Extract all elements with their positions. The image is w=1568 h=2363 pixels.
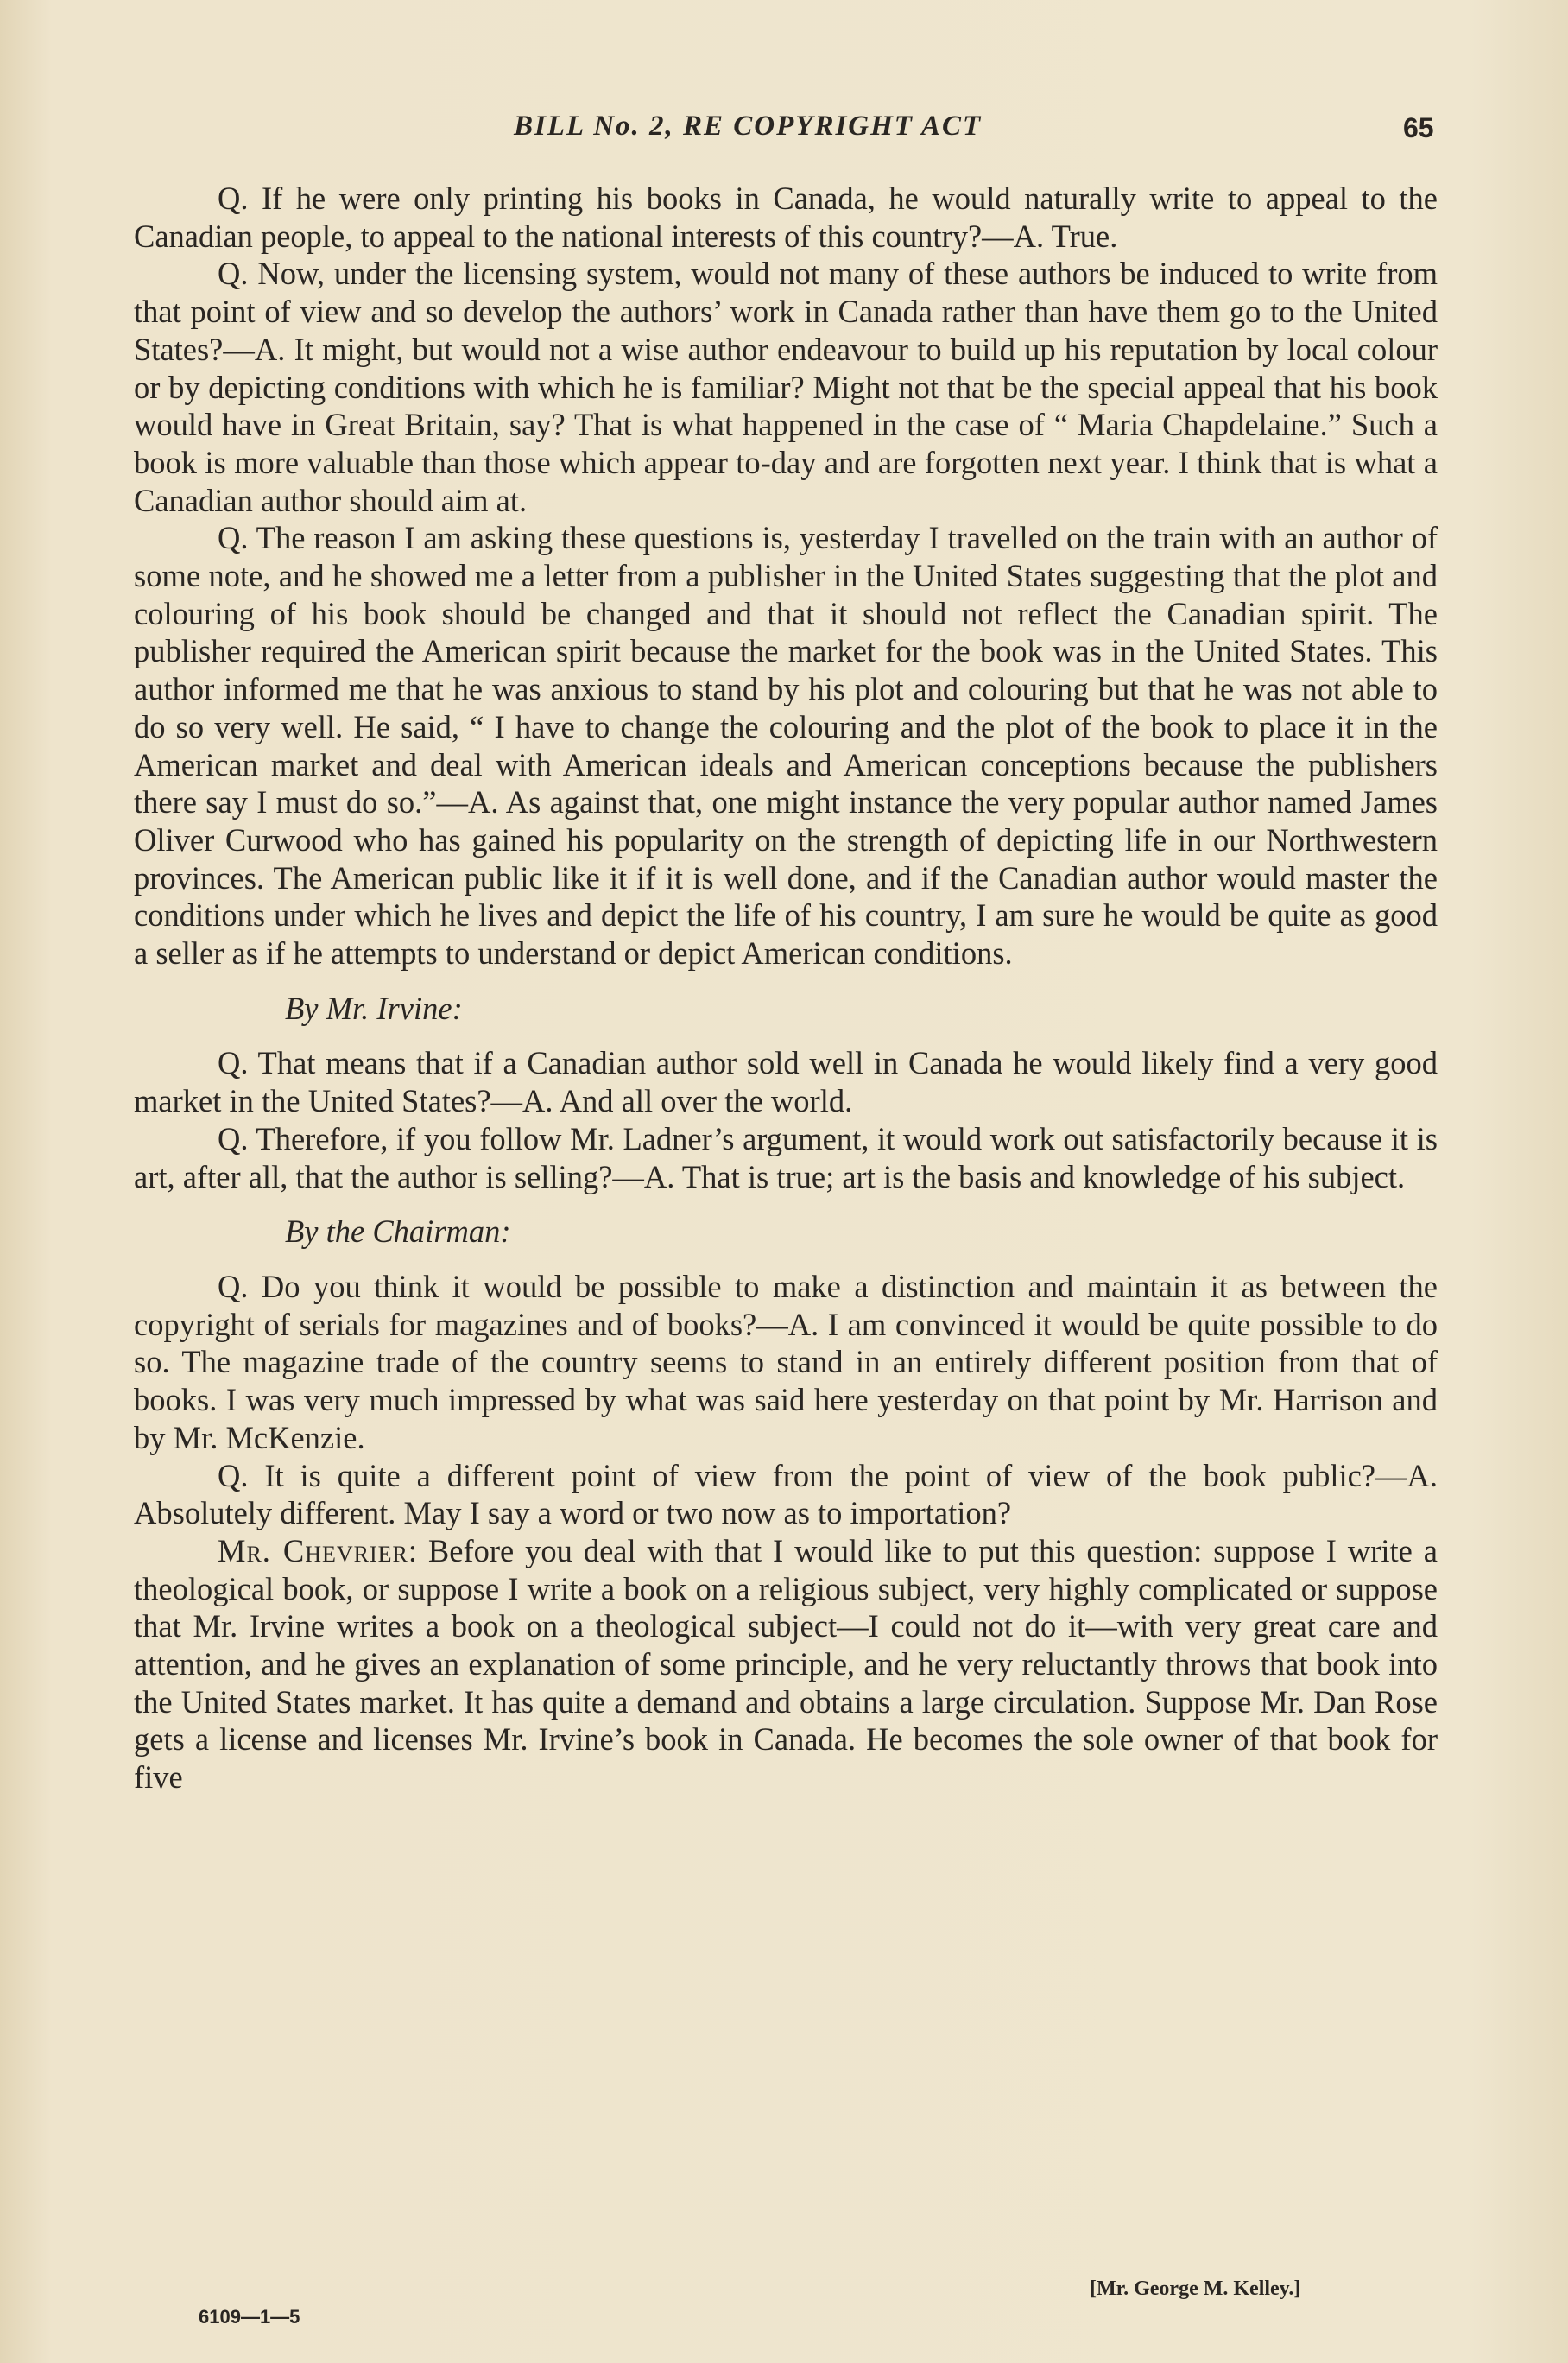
section-heading-chairman: By the Chairman: — [285, 1213, 511, 1250]
running-title: BILL No. 2, RE COPYRIGHT ACT — [514, 111, 983, 142]
paragraph-4: Q. That means that if a Canadian author sold well in Canada he would likely find a very good market in the United States?—A. And all over the world. — [134, 1045, 1438, 1119]
paragraph-6: Q. Do you think it would be possible to make a distinction and maintain it as between the copyright of serials for magazines and of books?—A. I am convinced it would be quite possible to do so. The magazine trade of the country seems to stand in an entirely different position from that of books. I was very much impressed by what was said here yesterday on that point by Mr. Harrison and by Mr. McKenzie. — [134, 1268, 1438, 1455]
paragraph-2: Q. Now, under the licensing system, would not many of these authors be induced to write from that point of view and so develop the authors’ work in Canada rather than have them go to the United States?—A. It might, but would not a wise author endeavour to build up his reputation by local colour or by depicting conditions with which he is familiar? Might not that be the special appeal that his book would have in Great Britain, say? That is what happened in the case of “ Maria Chapdelaine.” Such a book is more valuable than those which appear to-day and are forgotten next year. I think that is what a Canadian author should aim at. — [134, 256, 1438, 518]
page-body — [134, 180, 1438, 1796]
speaker-name: Mr. Chevrier — [218, 1532, 408, 1568]
witness-attribution: [Mr. George M. Kelley.] — [1090, 2277, 1301, 2300]
paragraph-8 — [134, 1532, 1438, 1796]
paragraph-3: Q. The reason I am asking these questions is, yesterday I travelled on the train with an author of some note, and he showed me a letter from a publisher in the United States suggesting that the plot and colouring of his book should be changed and that it should not reflect the Canadian spirit. The publisher required the American spirit because the market for the book was in the United States. This author informed me that he was anxious to stand by his plot and colouring but that he was not able to do so very well. He said, “ I have to change the colouring and the plot of the book to place it in the American market and deal with American ideals and American conceptions because the publishers there say I must do so.”—A. As against that, one might instance the very popular author named James Oliver Curwood who has gained his popularity on the strength of depicting life in our Northwestern provinces. The American public like it if it is well done, and if the Canadian author would master the conditions under which he lives and depict the life of his country, I am sure he would be quite as good a seller as if he attempts to understand or depict American conditions. — [134, 520, 1438, 972]
page-number: 65 — [1403, 112, 1434, 143]
print-code: 6109—1—5 — [199, 2306, 300, 2328]
paragraph-7: Q. It is quite a different point of view from the point of view of the book public?—A. Absolutely different. May I say a word or two now as to importation? — [134, 1457, 1438, 1531]
paragraph-5: Q. Therefore, if you follow Mr. Ladner’s argument, it would work out satisfactorily because it is art, after all, that the author is selling?—A. That is true; art is the basis and knowledge of his subject. — [134, 1120, 1438, 1194]
paragraph-8-text: : Before you deal with that I would like to put this question: suppose I write a theological book, or suppose I write a book on a religious subject, very highly complicated or suppose that Mr. Irvine writes a book on a theological subject—I could not do it—with very great care and attention, and he gives an explanation of some principle, and he very reluctantly throws that book into the United States market. It has quite a demand and obtains a large circulation. Suppose Mr. Dan Rose gets a license and licenses Mr. Irvine’s book in Canada. He becomes the sole owner of that book for five — [134, 1532, 1438, 1796]
section-heading-irvine: By Mr. Irvine: — [285, 990, 463, 1026]
paragraph-1: Q. If he were only printing his books in Canada, he would naturally write to appeal to the Canadian people, to appeal to the national interests of this country?—A. True. — [134, 181, 1438, 254]
page-header — [0, 104, 1568, 155]
